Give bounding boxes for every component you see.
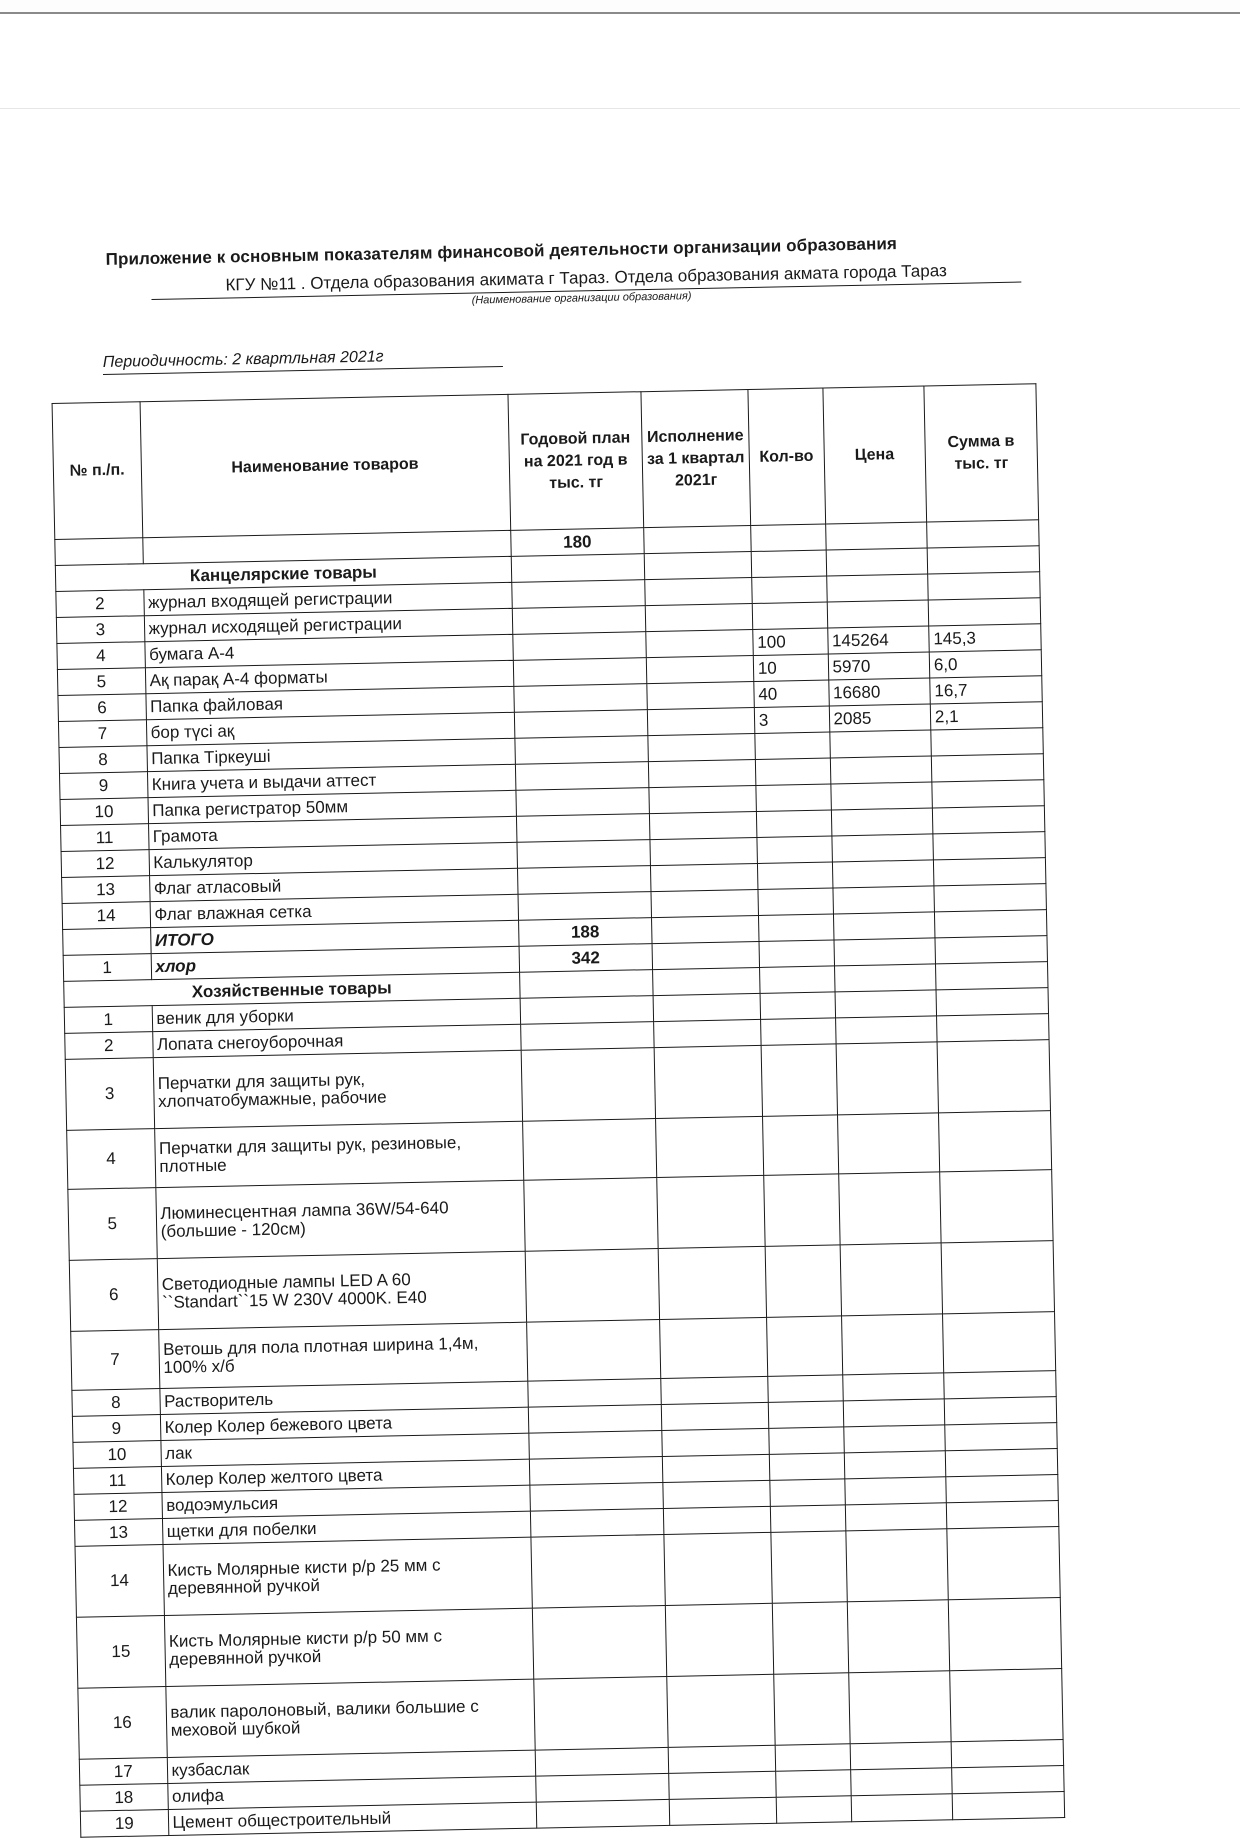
price-cell: 16680 <box>828 678 930 706</box>
empty-cell <box>946 1501 1059 1529</box>
row-number: 4 <box>67 1129 156 1190</box>
household-section-label: Хозяйственные товары <box>64 972 520 1007</box>
empty-cell <box>772 1602 848 1674</box>
empty-cell <box>948 1598 1062 1671</box>
row-number: 10 <box>60 798 148 826</box>
empty-cell <box>759 966 834 993</box>
item-name: Кисть Молярные кисти р/р 25 мм с деревянной ручкой <box>162 1537 532 1615</box>
qty-cell: 40 <box>754 680 829 707</box>
empty-cell <box>661 1402 768 1430</box>
sum-cell: 16,7 <box>930 676 1043 704</box>
empty-cell <box>525 1249 660 1323</box>
item-name: валик паролоновый, валики большие с меховой шубкой <box>165 1679 535 1757</box>
qty-cell <box>758 888 833 915</box>
execution-cell <box>651 889 758 917</box>
execution-cell <box>647 682 754 710</box>
item-name: Ақ парақ А-4 форматы <box>145 660 514 693</box>
empty-cell <box>665 1603 773 1676</box>
item-name: Книга учета и выдачи аттест <box>147 764 516 797</box>
item-name: хлор <box>151 946 520 979</box>
empty-cell <box>940 1170 1054 1243</box>
empty-cell <box>669 1797 776 1825</box>
item-name: Кисть Молярные кисти р/р 50 мм с деревянной ручкой <box>164 1608 534 1686</box>
item-name: Цемент общестроительный <box>168 1802 537 1835</box>
item-name: олифа <box>167 1776 536 1809</box>
empty-cell <box>946 1475 1059 1503</box>
empty-cell <box>521 1048 656 1122</box>
item-name: Колер Колер желтого цвета <box>161 1459 530 1492</box>
execution-cell <box>650 837 757 865</box>
annual-plan-cell <box>512 606 646 635</box>
qty-cell: 10 <box>753 654 828 681</box>
item-name: Колер Колер бежевого цвета <box>160 1407 529 1440</box>
empty-cell <box>768 1375 843 1402</box>
price-cell <box>826 574 928 602</box>
empty-cell <box>520 996 654 1025</box>
row-number: 3 <box>65 1058 154 1131</box>
col-header-sum: Сумма в тыс. тг <box>924 384 1039 522</box>
row-number: 14 <box>62 902 150 930</box>
execution-cell <box>646 656 753 684</box>
empty-cell <box>945 1449 1058 1477</box>
sum-cell <box>933 832 1046 860</box>
col-header-qty: Кол-во <box>748 388 825 525</box>
empty-cell <box>654 1045 762 1118</box>
sum-cell <box>928 572 1041 600</box>
row-number: 9 <box>59 772 147 800</box>
empty-cell <box>936 1014 1049 1042</box>
empty-cell <box>522 1119 657 1181</box>
annual-plan-cell <box>515 762 649 791</box>
empty-cell <box>835 1016 937 1044</box>
item-name: Папка файловая <box>145 686 514 719</box>
empty-cell <box>662 1454 769 1482</box>
empty-cell <box>662 1428 769 1456</box>
annual-plan-cell <box>515 736 649 765</box>
empty-cell <box>535 1747 669 1776</box>
sum-cell <box>928 598 1041 626</box>
empty-cell <box>663 1506 770 1534</box>
empty-cell <box>851 1794 953 1822</box>
empty-cell <box>762 1115 838 1175</box>
empty-cell <box>952 1792 1065 1820</box>
empty-cell <box>843 1425 945 1453</box>
empty-cell <box>536 1799 670 1828</box>
sum-cell <box>933 858 1046 886</box>
empty-cell <box>951 1740 1064 1768</box>
qty-cell: 3 <box>754 706 829 733</box>
office-section-label: Канцелярские товары <box>55 556 511 591</box>
empty-cell <box>775 1770 850 1797</box>
item-name: щетки для побелки <box>162 1511 531 1544</box>
empty-cell <box>664 1532 772 1605</box>
execution-cell <box>646 630 753 658</box>
empty-cell <box>530 1508 664 1537</box>
empty-cell <box>936 988 1049 1016</box>
item-name: Флаг влажная сетка <box>150 894 519 927</box>
sum-cell <box>934 884 1047 912</box>
execution-cell <box>650 811 757 839</box>
empty-cell <box>656 1116 764 1177</box>
organization-caption: (Наименование организации образования) <box>471 290 692 307</box>
empty-cell <box>941 1241 1055 1314</box>
col-header-annual-plan: Годовой план на 2021 год в тыс. тг <box>508 392 644 531</box>
col-header-num: № п./п. <box>52 402 142 540</box>
sum-cell <box>932 780 1045 808</box>
empty-cell <box>528 1405 662 1434</box>
item-name: Папка регистратор 50мм <box>148 790 517 823</box>
empty-cell <box>833 912 935 940</box>
row-number: 11 <box>61 824 149 852</box>
empty-cell <box>944 1397 1057 1425</box>
item-name: Грамота <box>148 816 517 849</box>
item-name: Перчатки для защиты рук, хлопчатобумажные, рабочие <box>153 1050 523 1128</box>
item-name: журнал исходящей регистрации <box>144 608 513 641</box>
row-number: 1 <box>64 1006 152 1034</box>
goods-table <box>52 383 1066 1837</box>
empty-cell <box>844 1477 946 1505</box>
qty-cell <box>756 784 831 811</box>
item-name: Растворитель <box>159 1381 528 1414</box>
item-name: бор түсі ақ <box>146 712 515 745</box>
empty-cell <box>835 990 937 1018</box>
empty-cell <box>759 940 834 967</box>
empty-cell <box>935 936 1048 964</box>
empty-cell <box>766 1316 842 1376</box>
empty-cell <box>532 1605 667 1679</box>
row-number: 11 <box>73 1467 161 1495</box>
empty-cell <box>535 1773 669 1802</box>
execution-cell <box>645 604 752 632</box>
price-cell <box>831 808 933 836</box>
chlorine-plan-value: 342 <box>519 944 653 973</box>
empty-cell <box>758 914 833 941</box>
empty-cell <box>843 1399 945 1427</box>
execution-cell <box>648 759 755 787</box>
table-header-row <box>52 384 1039 540</box>
row-number: 6 <box>58 694 146 722</box>
empty-cell <box>523 1178 658 1252</box>
item-name: Калькулятор <box>149 842 518 875</box>
organization-name: КГУ №11 . Отдела образования акимата г Тараз. Отдела образования акмата города Тараз <box>151 260 1021 300</box>
empty-cell <box>950 1669 1064 1742</box>
qty-cell <box>755 758 830 785</box>
execution-cell <box>648 733 755 761</box>
price-cell <box>832 860 934 888</box>
empty-cell <box>529 1456 663 1485</box>
annual-plan-cell <box>511 580 645 609</box>
empty-cell <box>847 1600 950 1673</box>
empty-cell <box>938 1111 1051 1172</box>
empty-cell <box>526 1320 661 1382</box>
price-cell: 2085 <box>829 704 931 732</box>
item-name: веник для уборки <box>152 998 521 1031</box>
empty-cell <box>774 1673 850 1745</box>
row-number: 18 <box>80 1783 168 1811</box>
row-number: 3 <box>56 616 144 644</box>
qty-cell <box>757 862 832 889</box>
row-number: 2 <box>65 1032 153 1060</box>
item-name: Люминесцентная лампа 36W/54-640 (большие - 120см) <box>155 1180 525 1258</box>
empty-cell <box>833 938 935 966</box>
total-label: ИТОГО <box>150 920 519 953</box>
annual-plan-cell <box>517 840 651 869</box>
row-number: 12 <box>61 850 149 878</box>
annual-plan-cell <box>516 788 650 817</box>
row-number: 13 <box>74 1519 162 1547</box>
item-name: Лопата снегоуборочная <box>152 1024 521 1057</box>
empty-cell <box>530 1482 664 1511</box>
empty-cell <box>760 992 835 1019</box>
row-number: 13 <box>62 876 150 904</box>
qty-cell <box>756 810 831 837</box>
item-name: Ветошь для пола плотная ширина 1,4м, 100% х/б <box>158 1322 527 1388</box>
empty-cell <box>770 1505 845 1532</box>
row-number: 14 <box>75 1545 164 1618</box>
item-name: водоэмульсия <box>161 1485 530 1518</box>
empty-cell <box>653 993 760 1021</box>
empty-cell <box>654 1019 761 1047</box>
empty-cell <box>533 1676 668 1750</box>
annual-plan-cell <box>514 710 648 739</box>
empty-cell <box>769 1427 844 1454</box>
execution-cell <box>651 863 758 891</box>
document-title: Приложение к основным показателям финансовой деятельности организации образования <box>105 234 898 269</box>
empty-cell <box>937 1040 1051 1113</box>
item-name: журнал входящей регистрации <box>143 582 512 615</box>
empty-cell <box>652 915 759 943</box>
empty-cell <box>527 1379 661 1408</box>
row-number: 19 <box>80 1809 168 1837</box>
qty-cell <box>757 836 832 863</box>
row-number: 7 <box>71 1330 160 1391</box>
qty-cell <box>752 602 827 629</box>
sum-cell <box>931 728 1044 756</box>
empty-cell <box>669 1771 776 1799</box>
empty-cell <box>660 1317 768 1378</box>
row-number: 7 <box>58 720 146 748</box>
sum-cell: 2,1 <box>930 702 1043 730</box>
item-name: Светодиодные лампы LED A 60 ``Standart``15 W 230V 4000K. E40 <box>157 1251 527 1329</box>
sum-cell: 6,0 <box>929 650 1042 678</box>
sum-cell <box>932 806 1045 834</box>
item-name: Перчатки для защиты рук, резиновые, плотные <box>154 1121 523 1187</box>
empty-cell <box>663 1480 770 1508</box>
price-cell <box>830 756 932 784</box>
empty-cell <box>945 1423 1058 1451</box>
empty-cell <box>657 1175 765 1248</box>
empty-cell <box>668 1745 775 1773</box>
row-number: 12 <box>74 1493 162 1521</box>
execution-cell <box>647 708 754 736</box>
empty-cell <box>842 1373 944 1401</box>
empty-cell <box>844 1451 946 1479</box>
empty-cell <box>667 1674 775 1747</box>
row-number: 1 <box>63 954 151 982</box>
col-header-price: Цена <box>822 386 926 524</box>
price-cell <box>827 600 929 628</box>
empty-cell <box>765 1245 841 1317</box>
empty-cell <box>837 1113 940 1174</box>
empty-cell <box>840 1243 943 1316</box>
price-cell <box>829 730 931 758</box>
item-name: Флаг атласовый <box>149 868 518 901</box>
annual-plan-cell <box>514 684 648 713</box>
col-header-name: Наименование товаров <box>140 394 511 537</box>
total-plan-value: 188 <box>518 918 652 947</box>
row-number: 17 <box>79 1758 167 1786</box>
empty-cell <box>764 1174 840 1246</box>
empty-cell <box>836 1042 939 1115</box>
sum-cell: 145,3 <box>929 624 1042 652</box>
sum-cell <box>931 754 1044 782</box>
office-plan-value: 180 <box>510 528 644 557</box>
empty-cell <box>761 1044 837 1116</box>
empty-cell <box>841 1314 944 1375</box>
empty-cell <box>838 1172 941 1245</box>
qty-cell <box>755 732 830 759</box>
row-number: 5 <box>68 1188 157 1261</box>
empty-cell <box>935 962 1048 990</box>
empty-cell <box>652 941 759 969</box>
empty-cell <box>775 1744 850 1771</box>
empty-cell <box>848 1671 951 1744</box>
item-name: бумага А-4 <box>144 634 513 667</box>
empty-cell <box>944 1371 1057 1399</box>
row-number: 15 <box>76 1616 165 1689</box>
annual-plan-cell <box>517 866 651 895</box>
row-number: 10 <box>73 1441 161 1469</box>
qty-cell <box>752 576 827 603</box>
row-number: 16 <box>78 1687 167 1760</box>
empty-cell <box>834 964 936 992</box>
price-cell <box>831 834 933 862</box>
row-number: 5 <box>57 668 145 696</box>
empty-cell <box>531 1534 666 1608</box>
empty-cell <box>850 1768 952 1796</box>
item-name: лак <box>160 1433 529 1466</box>
empty-cell <box>519 970 653 999</box>
annual-plan-cell <box>516 814 650 843</box>
row-number <box>63 928 151 956</box>
annual-plan-cell <box>512 632 646 661</box>
empty-cell <box>952 1766 1065 1794</box>
empty-cell <box>934 910 1047 938</box>
empty-cell <box>771 1531 847 1603</box>
empty-cell <box>845 1503 947 1531</box>
empty-cell <box>769 1453 844 1480</box>
empty-cell <box>768 1401 843 1428</box>
row-number: 9 <box>72 1415 160 1443</box>
annual-plan-cell <box>513 658 647 687</box>
empty-cell <box>658 1246 766 1319</box>
empty-cell <box>760 1018 835 1045</box>
empty-cell <box>850 1742 952 1770</box>
empty-cell <box>942 1312 1055 1373</box>
execution-cell <box>649 785 756 813</box>
empty-cell <box>653 967 760 995</box>
row-number: 8 <box>72 1389 160 1417</box>
empty-cell <box>776 1796 851 1823</box>
price-cell <box>832 886 934 914</box>
empty-cell <box>947 1527 1061 1600</box>
empty-cell <box>520 1022 654 1051</box>
col-header-execution: Исполнение за 1 квартал 2021г <box>641 390 750 528</box>
periodicity: Периодичность: 2 квартльная 2021г <box>103 346 503 375</box>
row-number: 2 <box>56 590 144 618</box>
empty-cell <box>529 1431 663 1460</box>
row-number: 6 <box>69 1259 158 1332</box>
item-name: кузбаслак <box>167 1750 536 1783</box>
qty-cell: 100 <box>753 628 828 655</box>
row-number: 4 <box>57 642 145 670</box>
price-cell: 145264 <box>827 626 929 654</box>
price-cell <box>830 782 932 810</box>
item-name: Папка Тіркеуші <box>146 738 515 771</box>
empty-cell <box>770 1479 845 1506</box>
empty-cell <box>845 1529 948 1602</box>
annual-plan-cell <box>518 892 652 921</box>
row-number: 8 <box>59 746 147 774</box>
price-cell: 5970 <box>828 652 930 680</box>
empty-cell <box>661 1376 768 1404</box>
execution-cell <box>645 578 752 606</box>
